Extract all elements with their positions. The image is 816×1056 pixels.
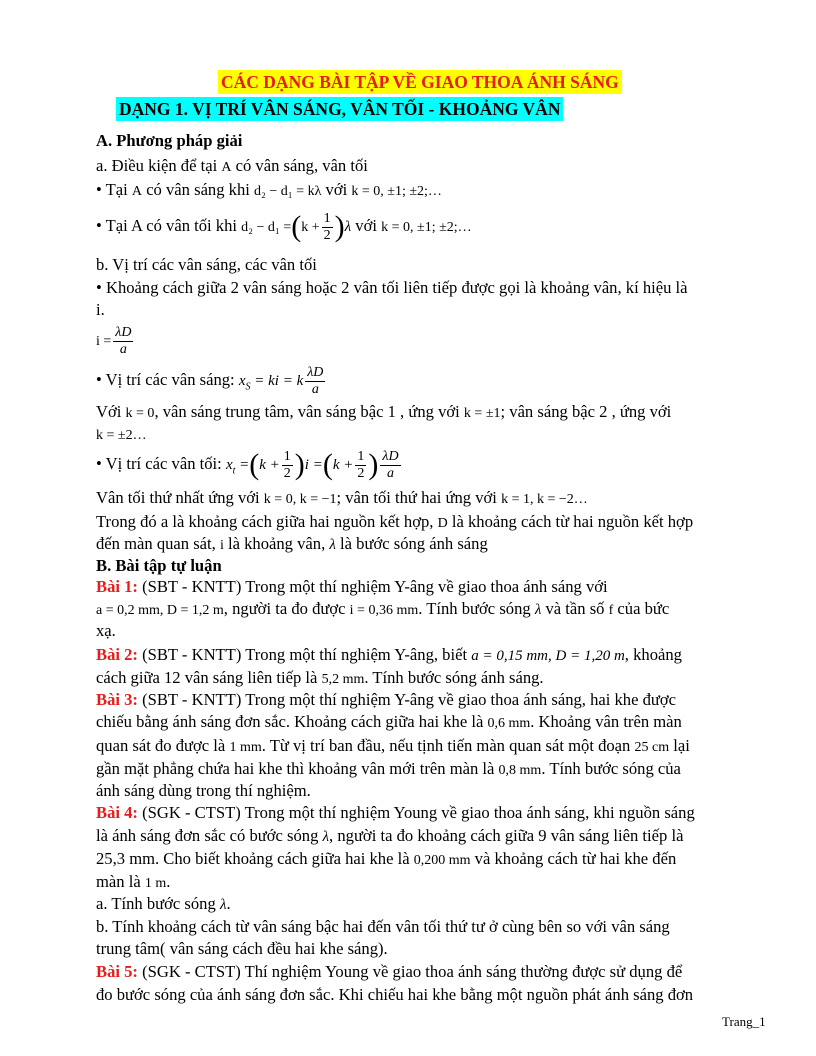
bright-condition: • Tại A có vân sáng khi d₂ − d₁ = kλ với k = 0, ±1; ±2;… — [96, 180, 442, 199]
definitions-line-1: Trong đó a là khoảng cách giữa hai nguồn kết hợp, D là khoảng cách từ hai nguồn kết hợp — [96, 512, 694, 531]
bai2-line-1: Bài 2: (SBT - KNTT) Trong một thí nghiệm Y-âng, biết a = 0,15 mm, D = 1,20 m, khoảng — [96, 645, 682, 664]
bai5-line-2: đo bước sóng của ánh sáng đơn sắc. Khi chiếu hai khe bằng một nguồn phát ánh sáng đơn — [96, 985, 694, 1004]
dark-condition: • Tại A có vân tối khi d₂ − d₁ =(k + $\frac{1}{2}$ )λ với k = 0, ±1; ±2;… — [96, 210, 472, 244]
page-footer: Trang_1 — [722, 1014, 766, 1029]
bai4-part-b-2: trung tâm( vân sáng cách đều hai khe sáng). — [96, 939, 388, 958]
bright-order-line: Với k = 0, vân sáng trung tâm, vân sáng bậc 1 , ứng với k = ±1; vân sáng bậc 2 , ứng với — [96, 402, 672, 421]
bai3-line-2: chiếu bằng ánh sáng đơn sắc. Khoảng cách giữa hai khe là 0,6 mm. Khoảng vân trên màn — [96, 712, 682, 731]
bai1-line-2: a = 0,2 mm, D = 1,2 m, người ta đo được i = 0,36 mm. Tính bước sóng λ và tần số f của bức — [96, 599, 670, 618]
bai3-line-3: quan sát đo được là 1 mm. Từ vị trí ban đầu, nếu tịnh tiến màn quan sát một đoạn 25 cm lại — [96, 736, 690, 755]
section-heading-dang1: DẠNG 1. VỊ TRÍ VÂN SÁNG, VÂN TỐI - KHOẢNG VÂN — [116, 97, 563, 121]
bright-order-line-2: k = ±2… — [96, 428, 147, 443]
bai4-line-4: màn là 1 m. — [96, 872, 171, 891]
bai4-line-1: Bài 4: (SGK - CTST) Trong một thí nghiệm Young về giao thoa ánh sáng, khi nguồn sáng — [96, 803, 695, 822]
bai4-line-3: 25,3 mm. Cho biết khoảng cách giữa hai khe là 0,200 mm và khoảng cách từ hai khe đến — [96, 849, 677, 868]
heading-phuong-phap: A. Phương pháp giải — [96, 131, 243, 150]
dark-order-line: Vân tối thứ nhất ứng với k = 0, k = −1; vân tối thứ hai ứng với k = 1, k = −2… — [96, 488, 588, 507]
bai1-line-3: xạ. — [96, 621, 116, 640]
bai3-line-1: Bài 3: (SBT - KNTT) Trong một thí nghiệm Y-âng về giao thoa ánh sáng, hai khe được — [96, 690, 677, 709]
fringe-spacing-formula: i = $\frac{\lambda D}{a}$ — [96, 324, 132, 357]
heading-bai-tap: B. Bài tập tự luận — [96, 556, 222, 575]
dark-position-formula: • Vị trí các vân tối: $x_t =(k$ + $\frac{1}{2}$ )i =(k + $\frac{1}{2}$ ) $\frac{\lambda D}{a}$ — [96, 448, 399, 482]
definitions-line-2: đến màn quan sát, i là khoảng vân, λ là bước sóng ánh sáng — [96, 534, 488, 553]
bai4-part-a: a. Tính bước sóng λ. — [96, 894, 231, 913]
bai3-line-4: gần mặt phẳng chứa hai khe thì khoảng vân mới trên màn là 0,8 mm. Tính bước sóng của — [96, 759, 681, 778]
fringe-spacing-def: • Khoảng cách giữa 2 vân sáng hoặc 2 vân tối liên tiếp được gọi là khoảng vân, kí hiệu là — [96, 278, 688, 297]
positions-heading: b. Vị trí các vân sáng, các vân tối — [96, 255, 317, 274]
bai4-line-2: là ánh sáng đơn sắc có bước sóng λ, người ta đo khoảng cách giữa 9 vân sáng liên tiếp là — [96, 826, 684, 845]
bai5-line-1: Bài 5: (SGK - CTST) Thí nghiệm Young về giao thoa ánh sáng thường được sử dụng để — [96, 962, 683, 981]
bright-position-formula: • Vị trí các vân sáng: $x_S$ = ki = k $\frac{\lambda D}{a}$ — [96, 364, 324, 397]
bai3-line-5: ánh sáng dùng trong thí nghiệm. — [96, 781, 311, 800]
bai2-line-2: cách giữa 12 vân sáng liên tiếp là 5,2 mm. Tính bước sóng ánh sáng. — [96, 668, 544, 687]
condition-line: a. Điều kiện để tại A có vân sáng, vân tối — [96, 156, 368, 175]
fringe-spacing-symbol: i. — [96, 300, 105, 319]
document-title: CÁC DẠNG BÀI TẬP VỀ GIAO THOA ÁNH SÁNG — [218, 70, 622, 94]
bai4-part-b-1: b. Tính khoảng cách từ vân sáng bậc hai đến vân tối thứ tư ở cùng bên so với vân sáng — [96, 917, 670, 936]
bai1-line-1: Bài 1: (SBT - KNTT) Trong một thí nghiệm Y-âng về giao thoa ánh sáng với — [96, 577, 608, 596]
